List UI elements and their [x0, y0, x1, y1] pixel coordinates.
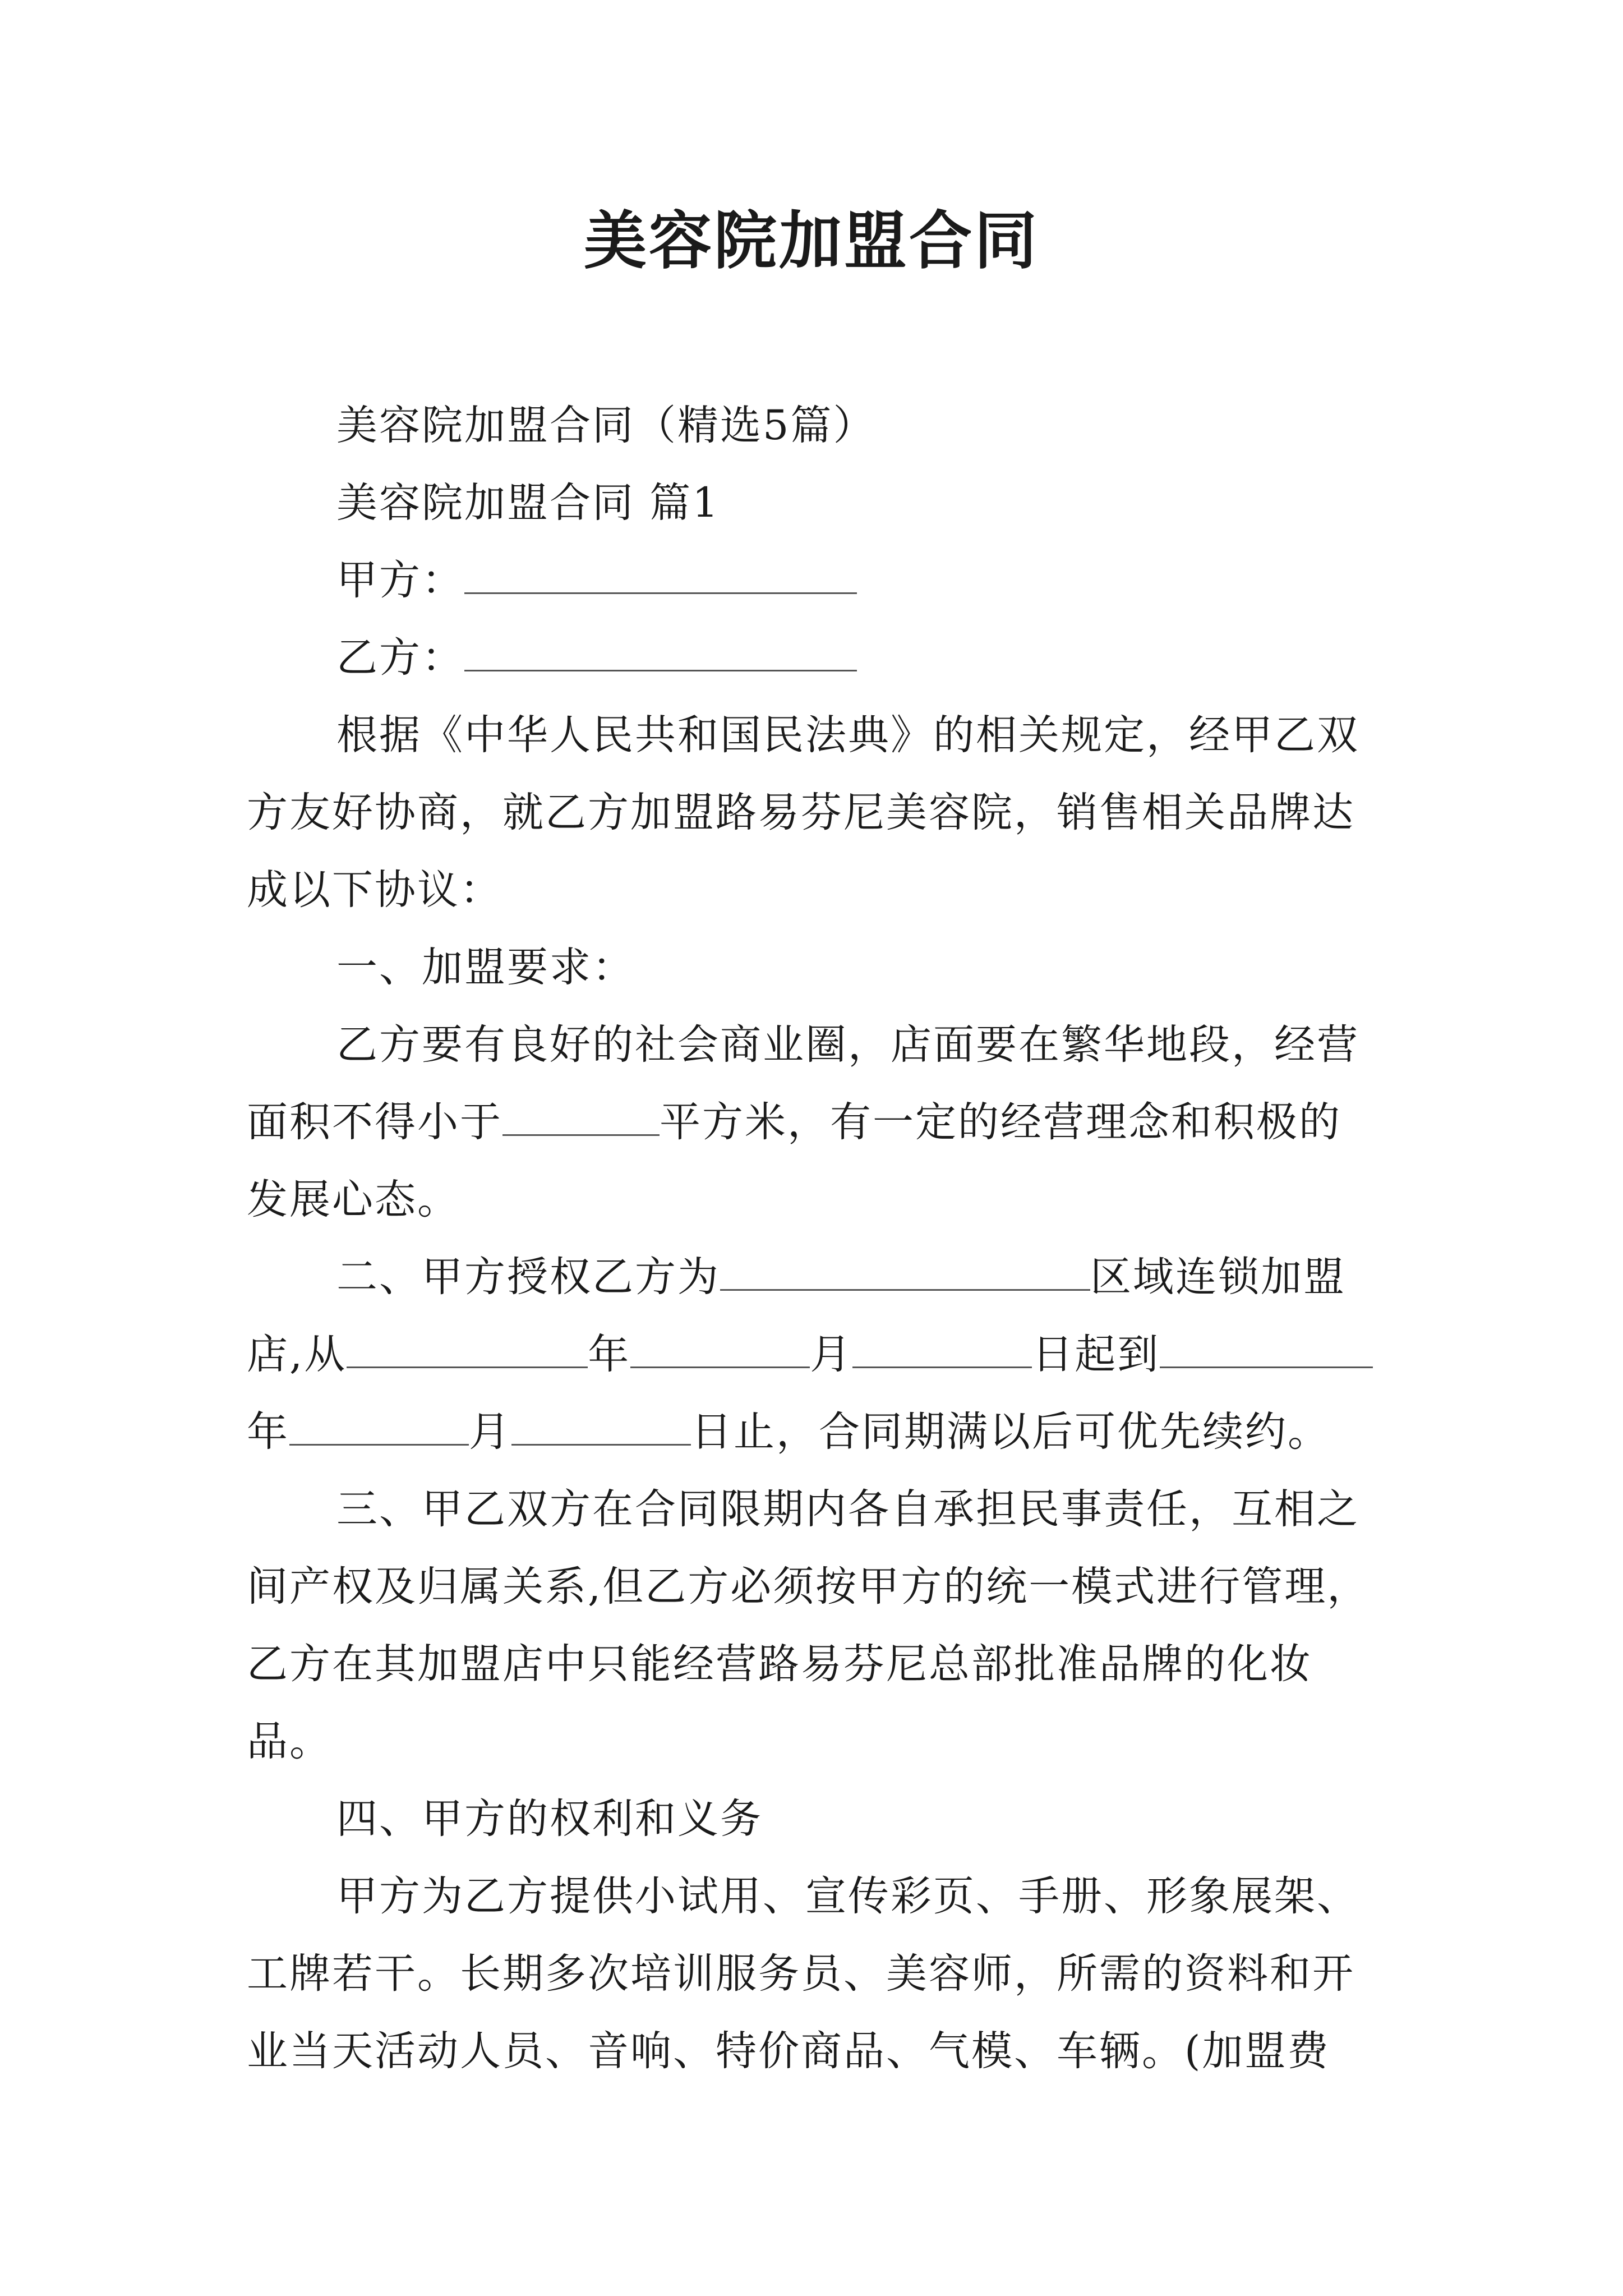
- start-month-label: 月: [810, 1331, 853, 1378]
- section1-text-b: 平方米，有一定的经营理念和积极的发展心态。: [247, 1098, 1341, 1223]
- start-year-blank[interactable]: [347, 1328, 588, 1368]
- section4-paragraph: 甲方为乙方提供小试用、宣传彩页、手册、形象展架、工牌若干。长期多次培训服务员、美容师，所需的资料和开业当天活动人员、音响、特价商品、气模、车辆。(加盟费: [247, 1872, 1359, 2075]
- section2-text-a: 二、甲方授权乙方为: [336, 1253, 720, 1301]
- document-title: 美容院加盟合同: [584, 204, 1039, 278]
- end-day-blank[interactable]: [511, 1405, 691, 1446]
- intro-paragraph: 根据《中华人民共和国民法典》的相关规定，经甲乙双方友好协商，就乙方加盟路易芬尼美容院，销售相关品牌达成以下协议：: [247, 711, 1359, 914]
- subtitle-text: 美容院加盟合同（精选5篇）: [336, 402, 876, 449]
- end-day-label: 日止，合同期满以后可优先续约。: [691, 1408, 1330, 1456]
- party-b-line: [247, 619, 1380, 697]
- article-heading: [247, 464, 1380, 542]
- section1-heading: 一、加盟要求：: [336, 944, 635, 991]
- region-blank[interactable]: [720, 1250, 1090, 1291]
- party-a-label: 甲方：: [336, 556, 464, 604]
- start-day-label: 日起到: [1032, 1331, 1160, 1378]
- party-a-blank[interactable]: [464, 554, 857, 594]
- section1-paragraph: [247, 1006, 1380, 1239]
- start-day-blank[interactable]: [852, 1328, 1032, 1368]
- end-blank-a[interactable]: [1160, 1328, 1373, 1368]
- end-year-label: 年: [247, 1408, 289, 1456]
- party-a-line: [247, 542, 1380, 619]
- party-b-blank[interactable]: [464, 631, 857, 671]
- section4-heading: 四、甲方的权利和义务: [336, 1795, 763, 1843]
- end-month-blank[interactable]: [289, 1405, 469, 1446]
- section2-text-b: 区域连锁加盟店,从: [247, 1253, 1346, 1378]
- section3-paragraph: 三、甲乙双方在合同限期内各自承担民事责任，互相之间产权及归属关系,但乙方必须按甲方的统一模式进行管理，乙方在其加盟店中只能经营路易芬尼总部批准品牌的化妆品。: [247, 1485, 1370, 1765]
- section1-text-a: 乙方要有良好的社会商业圈，店面要在繁华地段，经营面积不得小于: [247, 1021, 1359, 1146]
- party-b-label: 乙方：: [336, 634, 464, 682]
- document-subtitle: [247, 387, 1380, 464]
- start-year-label: 年: [588, 1331, 631, 1378]
- start-month-blank[interactable]: [630, 1328, 810, 1368]
- end-month-label: 月: [469, 1408, 511, 1456]
- area-blank[interactable]: [502, 1096, 660, 1136]
- section2-paragraph: [247, 1239, 1380, 1471]
- article-heading-text: 美容院加盟合同 篇1: [336, 479, 720, 527]
